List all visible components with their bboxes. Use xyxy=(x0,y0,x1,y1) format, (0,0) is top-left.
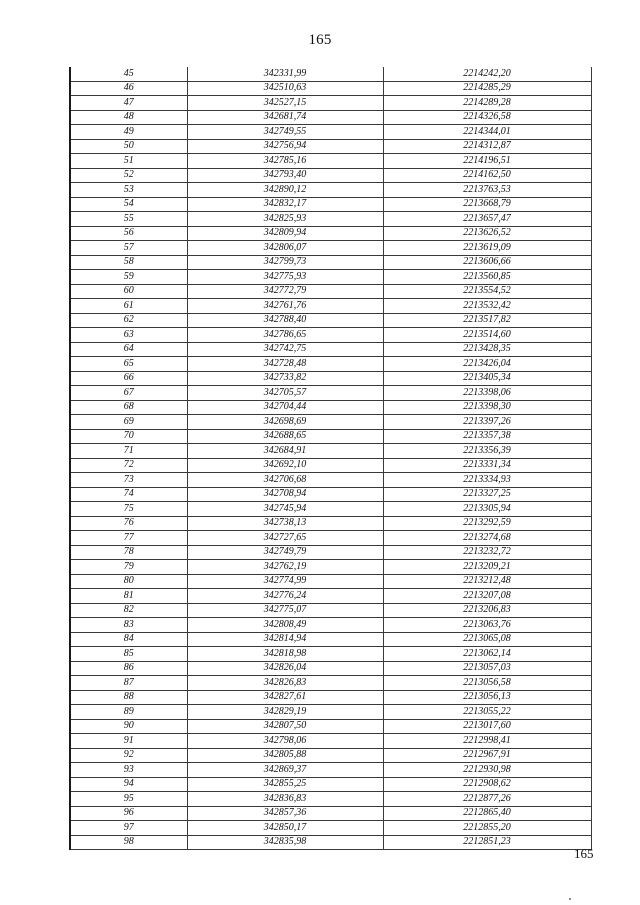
y-coordinate-cell: 2213397,26 xyxy=(383,415,591,430)
point-number-cell: 85 xyxy=(70,647,187,662)
y-coordinate-cell: 2214162,50 xyxy=(383,168,591,183)
x-coordinate-cell: 342788,40 xyxy=(187,313,383,328)
point-number-cell: 67 xyxy=(70,386,187,401)
table-row xyxy=(70,241,591,256)
x-coordinate-cell: 342698,69 xyxy=(187,415,383,430)
point-number-cell: 47 xyxy=(70,96,187,111)
x-coordinate-cell: 342776,24 xyxy=(187,589,383,604)
table-row xyxy=(70,96,591,111)
x-coordinate-cell: 342749,79 xyxy=(187,545,383,560)
x-coordinate-cell: 342826,83 xyxy=(187,676,383,691)
table-row xyxy=(70,270,591,285)
x-coordinate-cell: 342785,16 xyxy=(187,154,383,169)
point-number-cell: 98 xyxy=(70,835,187,850)
point-number-cell: 45 xyxy=(70,67,187,81)
point-number-cell: 83 xyxy=(70,618,187,633)
table-row xyxy=(70,763,591,778)
x-coordinate-cell: 342827,61 xyxy=(187,690,383,705)
y-coordinate-cell: 2213357,38 xyxy=(383,429,591,444)
table-row xyxy=(70,357,591,372)
table-row xyxy=(70,154,591,169)
x-coordinate-cell: 342807,50 xyxy=(187,719,383,734)
y-coordinate-cell: 2213057,03 xyxy=(383,661,591,676)
table-row xyxy=(70,632,591,647)
table-row xyxy=(70,719,591,734)
y-coordinate-cell: 2214285,29 xyxy=(383,81,591,96)
table-row xyxy=(70,647,591,662)
y-coordinate-cell: 2213274,68 xyxy=(383,531,591,546)
x-coordinate-cell: 342806,07 xyxy=(187,241,383,256)
table-row xyxy=(70,299,591,314)
table-row xyxy=(70,342,591,357)
point-number-cell: 87 xyxy=(70,676,187,691)
x-coordinate-cell: 342799,73 xyxy=(187,255,383,270)
point-number-cell: 82 xyxy=(70,603,187,618)
point-number-cell: 84 xyxy=(70,632,187,647)
point-number-cell: 49 xyxy=(70,125,187,140)
table-row xyxy=(70,603,591,618)
point-number-cell: 68 xyxy=(70,400,187,415)
y-coordinate-cell: 2213668,79 xyxy=(383,197,591,212)
y-coordinate-cell: 2214344,01 xyxy=(383,125,591,140)
point-number-cell: 88 xyxy=(70,690,187,705)
y-coordinate-cell: 2213056,58 xyxy=(383,676,591,691)
y-coordinate-cell: 2213532,42 xyxy=(383,299,591,314)
point-number-cell: 92 xyxy=(70,748,187,763)
point-number-cell: 63 xyxy=(70,328,187,343)
x-coordinate-cell: 342855,25 xyxy=(187,777,383,792)
y-coordinate-cell: 2213626,52 xyxy=(383,226,591,241)
point-number-cell: 60 xyxy=(70,284,187,299)
point-number-cell: 52 xyxy=(70,168,187,183)
x-coordinate-cell: 342772,79 xyxy=(187,284,383,299)
point-number-cell: 86 xyxy=(70,661,187,676)
point-number-cell: 46 xyxy=(70,81,187,96)
x-coordinate-cell: 342733,82 xyxy=(187,371,383,386)
scan-speck xyxy=(569,898,571,900)
x-coordinate-cell: 342706,68 xyxy=(187,473,383,488)
point-number-cell: 53 xyxy=(70,183,187,198)
table-row xyxy=(70,574,591,589)
x-coordinate-cell: 342814,94 xyxy=(187,632,383,647)
x-coordinate-cell: 342825,93 xyxy=(187,212,383,227)
x-coordinate-cell: 342756,94 xyxy=(187,139,383,154)
y-coordinate-cell: 2214196,51 xyxy=(383,154,591,169)
table-row xyxy=(70,531,591,546)
point-number-cell: 66 xyxy=(70,371,187,386)
x-coordinate-cell: 342705,57 xyxy=(187,386,383,401)
table-row xyxy=(70,444,591,459)
table-row xyxy=(70,748,591,763)
y-coordinate-cell: 2212967,91 xyxy=(383,748,591,763)
x-coordinate-cell: 342738,13 xyxy=(187,516,383,531)
point-number-cell: 73 xyxy=(70,473,187,488)
table-row xyxy=(70,661,591,676)
point-number-cell: 48 xyxy=(70,110,187,125)
x-coordinate-cell: 342829,19 xyxy=(187,705,383,720)
x-coordinate-cell: 342749,55 xyxy=(187,125,383,140)
x-coordinate-cell: 342742,75 xyxy=(187,342,383,357)
point-number-cell: 54 xyxy=(70,197,187,212)
y-coordinate-cell: 2213657,47 xyxy=(383,212,591,227)
x-coordinate-cell: 342331,99 xyxy=(187,67,383,81)
y-coordinate-cell: 2213065,08 xyxy=(383,632,591,647)
y-coordinate-cell: 2213062,14 xyxy=(383,647,591,662)
table-row xyxy=(70,81,591,96)
point-number-cell: 94 xyxy=(70,777,187,792)
y-coordinate-cell: 2213554,52 xyxy=(383,284,591,299)
x-coordinate-cell: 342527,15 xyxy=(187,96,383,111)
table-row xyxy=(70,139,591,154)
coordinates-table xyxy=(69,67,592,850)
table-row xyxy=(70,168,591,183)
x-coordinate-cell: 342836,83 xyxy=(187,792,383,807)
y-coordinate-cell: 2213207,08 xyxy=(383,589,591,604)
point-number-cell: 62 xyxy=(70,313,187,328)
x-coordinate-cell: 342805,88 xyxy=(187,748,383,763)
x-coordinate-cell: 342818,98 xyxy=(187,647,383,662)
table-row xyxy=(70,690,591,705)
point-number-cell: 50 xyxy=(70,139,187,154)
x-coordinate-cell: 342808,49 xyxy=(187,618,383,633)
point-number-cell: 70 xyxy=(70,429,187,444)
table-row xyxy=(70,734,591,749)
table-row xyxy=(70,429,591,444)
x-coordinate-cell: 342826,04 xyxy=(187,661,383,676)
table-row xyxy=(70,415,591,430)
table-row xyxy=(70,183,591,198)
x-coordinate-cell: 342890,12 xyxy=(187,183,383,198)
table-row xyxy=(70,197,591,212)
table-row xyxy=(70,371,591,386)
y-coordinate-cell: 2213398,06 xyxy=(383,386,591,401)
table-row xyxy=(70,806,591,821)
point-number-cell: 97 xyxy=(70,821,187,836)
y-coordinate-cell: 2213405,34 xyxy=(383,371,591,386)
table-row xyxy=(70,676,591,691)
y-coordinate-cell: 2214312,87 xyxy=(383,139,591,154)
point-number-cell: 79 xyxy=(70,560,187,575)
y-coordinate-cell: 2213331,34 xyxy=(383,458,591,473)
point-number-cell: 75 xyxy=(70,502,187,517)
table-row xyxy=(70,589,591,604)
table-row xyxy=(70,502,591,517)
point-number-cell: 77 xyxy=(70,531,187,546)
y-coordinate-cell: 2212865,40 xyxy=(383,806,591,821)
point-number-cell: 74 xyxy=(70,487,187,502)
x-coordinate-cell: 342762,19 xyxy=(187,560,383,575)
table-row xyxy=(70,328,591,343)
point-number-cell: 81 xyxy=(70,589,187,604)
y-coordinate-cell: 2213209,21 xyxy=(383,560,591,575)
point-number-cell: 69 xyxy=(70,415,187,430)
table-row xyxy=(70,835,591,850)
x-coordinate-cell: 342869,37 xyxy=(187,763,383,778)
y-coordinate-cell: 2213232,72 xyxy=(383,545,591,560)
point-number-cell: 56 xyxy=(70,226,187,241)
point-number-cell: 59 xyxy=(70,270,187,285)
x-coordinate-cell: 342850,17 xyxy=(187,821,383,836)
table-row xyxy=(70,67,591,81)
table-row xyxy=(70,516,591,531)
y-coordinate-cell: 2213398,30 xyxy=(383,400,591,415)
point-number-cell: 78 xyxy=(70,545,187,560)
table-row xyxy=(70,226,591,241)
point-number-cell: 95 xyxy=(70,792,187,807)
x-coordinate-cell: 342786,65 xyxy=(187,328,383,343)
y-coordinate-cell: 2213334,93 xyxy=(383,473,591,488)
point-number-cell: 55 xyxy=(70,212,187,227)
x-coordinate-cell: 342692,10 xyxy=(187,458,383,473)
y-coordinate-cell: 2214242,20 xyxy=(383,67,591,81)
table-row xyxy=(70,487,591,502)
y-coordinate-cell: 2213763,53 xyxy=(383,183,591,198)
table-row xyxy=(70,821,591,836)
table-row xyxy=(70,777,591,792)
table-row xyxy=(70,705,591,720)
y-coordinate-cell: 2213428,35 xyxy=(383,342,591,357)
point-number-cell: 91 xyxy=(70,734,187,749)
page-number-bottom: 165 xyxy=(574,846,594,861)
x-coordinate-cell: 342708,94 xyxy=(187,487,383,502)
x-coordinate-cell: 342745,94 xyxy=(187,502,383,517)
x-coordinate-cell: 342793,40 xyxy=(187,168,383,183)
y-coordinate-cell: 2213305,94 xyxy=(383,502,591,517)
x-coordinate-cell: 342684,91 xyxy=(187,444,383,459)
x-coordinate-cell: 342681,74 xyxy=(187,110,383,125)
y-coordinate-cell: 2214326,58 xyxy=(383,110,591,125)
y-coordinate-cell: 2213292,59 xyxy=(383,516,591,531)
x-coordinate-cell: 342775,07 xyxy=(187,603,383,618)
y-coordinate-cell: 2213056,13 xyxy=(383,690,591,705)
table-row xyxy=(70,792,591,807)
y-coordinate-cell: 2213055,22 xyxy=(383,705,591,720)
y-coordinate-cell: 2213356,39 xyxy=(383,444,591,459)
x-coordinate-cell: 342775,93 xyxy=(187,270,383,285)
point-number-cell: 72 xyxy=(70,458,187,473)
table-row xyxy=(70,618,591,633)
point-number-cell: 90 xyxy=(70,719,187,734)
y-coordinate-cell: 2214289,28 xyxy=(383,96,591,111)
point-number-cell: 71 xyxy=(70,444,187,459)
x-coordinate-cell: 342510,63 xyxy=(187,81,383,96)
y-coordinate-cell: 2213619,09 xyxy=(383,241,591,256)
point-number-cell: 80 xyxy=(70,574,187,589)
y-coordinate-cell: 2212877,26 xyxy=(383,792,591,807)
point-number-cell: 58 xyxy=(70,255,187,270)
page-number-top: 165 xyxy=(308,32,332,48)
x-coordinate-cell: 342761,76 xyxy=(187,299,383,314)
point-number-cell: 64 xyxy=(70,342,187,357)
y-coordinate-cell: 2212998,41 xyxy=(383,734,591,749)
table-row xyxy=(70,545,591,560)
table-row xyxy=(70,255,591,270)
table-row xyxy=(70,386,591,401)
point-number-cell: 57 xyxy=(70,241,187,256)
x-coordinate-cell: 342774,99 xyxy=(187,574,383,589)
x-coordinate-cell: 342727,65 xyxy=(187,531,383,546)
y-coordinate-cell: 2213560,85 xyxy=(383,270,591,285)
point-number-cell: 65 xyxy=(70,357,187,372)
x-coordinate-cell: 342704,44 xyxy=(187,400,383,415)
x-coordinate-cell: 342798,06 xyxy=(187,734,383,749)
y-coordinate-cell: 2212855,20 xyxy=(383,821,591,836)
y-coordinate-cell: 2213017,60 xyxy=(383,719,591,734)
point-number-cell: 76 xyxy=(70,516,187,531)
x-coordinate-cell: 342835,98 xyxy=(187,835,383,850)
table-row xyxy=(70,110,591,125)
table-row xyxy=(70,284,591,299)
table-row xyxy=(70,313,591,328)
y-coordinate-cell: 2213514,60 xyxy=(383,328,591,343)
point-number-cell: 93 xyxy=(70,763,187,778)
coordinates-table-body xyxy=(70,67,591,850)
y-coordinate-cell: 2212908,62 xyxy=(383,777,591,792)
table-row xyxy=(70,473,591,488)
y-coordinate-cell: 2213517,82 xyxy=(383,313,591,328)
y-coordinate-cell: 2213327,25 xyxy=(383,487,591,502)
point-number-cell: 89 xyxy=(70,705,187,720)
table-row xyxy=(70,212,591,227)
table-row xyxy=(70,458,591,473)
point-number-cell: 61 xyxy=(70,299,187,314)
table-row xyxy=(70,125,591,140)
table-row xyxy=(70,400,591,415)
x-coordinate-cell: 342857,36 xyxy=(187,806,383,821)
y-coordinate-cell: 2213426,04 xyxy=(383,357,591,372)
y-coordinate-cell: 2213206,83 xyxy=(383,603,591,618)
x-coordinate-cell: 342688,65 xyxy=(187,429,383,444)
y-coordinate-cell: 2213063,76 xyxy=(383,618,591,633)
x-coordinate-cell: 342809,94 xyxy=(187,226,383,241)
point-number-cell: 96 xyxy=(70,806,187,821)
point-number-cell: 51 xyxy=(70,154,187,169)
y-coordinate-cell: 2213212,48 xyxy=(383,574,591,589)
y-coordinate-cell: 2213606,66 xyxy=(383,255,591,270)
y-coordinate-cell: 2212851,23 xyxy=(383,835,591,850)
table-row xyxy=(70,560,591,575)
x-coordinate-cell: 342728,48 xyxy=(187,357,383,372)
x-coordinate-cell: 342832,17 xyxy=(187,197,383,212)
y-coordinate-cell: 2212930,98 xyxy=(383,763,591,778)
